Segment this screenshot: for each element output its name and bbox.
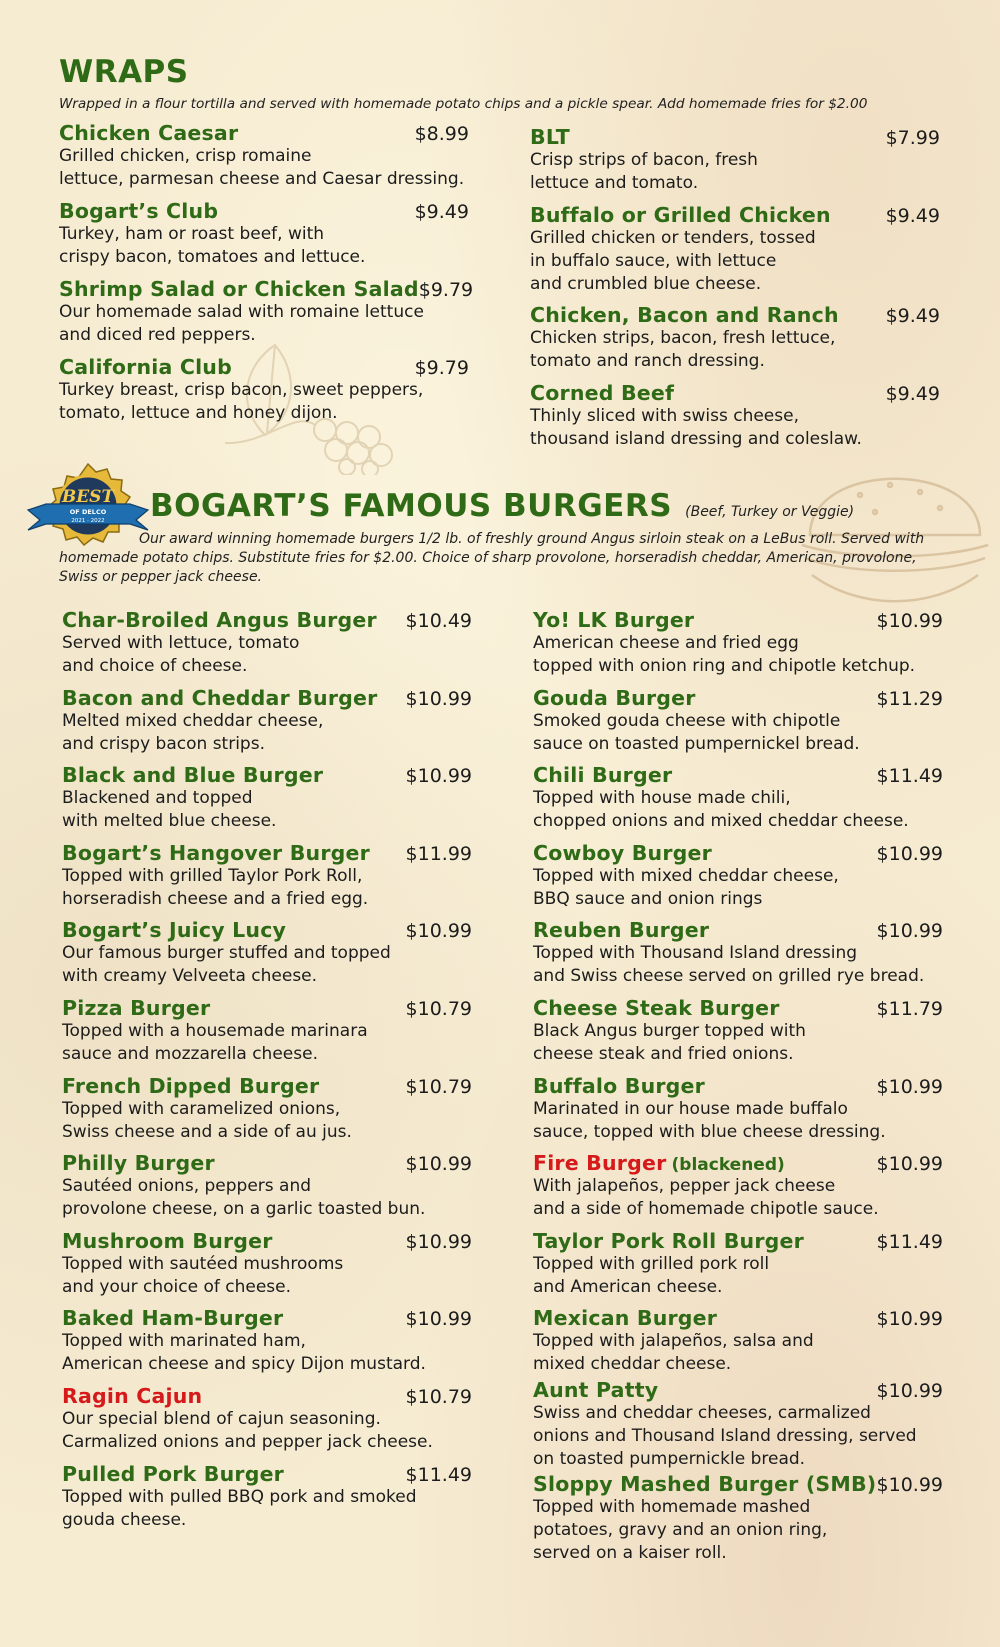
item-price: $9.49: [885, 205, 940, 227]
item-price: $10.49: [405, 610, 472, 632]
item-name: Pulled Pork Burger: [62, 1461, 284, 1486]
menu-item: [533, 1378, 943, 1472]
item-price: $10.99: [876, 610, 943, 632]
menu-item: [533, 1306, 943, 1378]
item-description: Turkey, ham or roast beef, with crispy bacon, tomatoes and lettuce.: [59, 224, 366, 267]
item-price: $10.99: [876, 842, 943, 865]
menu-item: [533, 763, 943, 841]
item-description: Topped with mixed cheddar cheese, BBQ sauce and onion rings: [533, 865, 839, 909]
menu-item: [62, 918, 472, 996]
item-price: $10.99: [876, 1474, 943, 1497]
badge-of-delco: OF DELCO: [69, 508, 107, 516]
item-name: Mexican Burger: [533, 1306, 718, 1331]
item-name: Fire Burger: [533, 1151, 667, 1176]
menu-item: [533, 996, 943, 1074]
item-price: $10.99: [405, 920, 472, 943]
menu-item: [59, 355, 469, 433]
item-name: Bogart’s Hangover Burger: [62, 840, 370, 865]
item-description: Our special blend of cajun seasoning. Carmalized onions and pepper jack cheese.: [62, 1408, 433, 1452]
menu-item: [59, 121, 469, 199]
item-price: $11.29: [876, 687, 943, 710]
item-description: Thinly sliced with swiss cheese, thousand island dressing and coleslaw.: [530, 406, 862, 449]
item-name: French Dipped Burger: [62, 1073, 320, 1098]
item-price: $10.99: [876, 1075, 943, 1098]
menu-item: [62, 841, 472, 919]
burgers-title: BOGART’S FAMOUS BURGERS: [150, 488, 673, 524]
item-description: Smoked gouda cheese with chipotle sauce on toasted pumpernickel bread.: [533, 710, 860, 754]
item-price: $9.49: [414, 201, 469, 223]
item-name-note: (blackened): [671, 1155, 785, 1176]
menu-item: [62, 686, 472, 764]
item-description: Melted mixed cheddar cheese, and crispy bacon strips.: [62, 710, 324, 754]
menu-item: [62, 608, 472, 686]
item-name: Cheese Steak Burger: [533, 995, 780, 1020]
item-price: $10.99: [876, 1153, 943, 1176]
menu-item: [533, 1151, 943, 1229]
item-price: $11.79: [876, 997, 943, 1020]
item-description: Topped with grilled Taylor Pork Roll, horseradish cheese and a fried egg.: [62, 865, 369, 909]
wraps-title: WRAPS: [59, 54, 189, 90]
item-name: Shrimp Salad or Chicken Salad: [59, 277, 419, 301]
item-price: $9.49: [885, 383, 940, 405]
item-description: Topped with caramelized onions, Swiss cheese and a side of au jus.: [62, 1098, 352, 1142]
item-price: $11.49: [876, 1230, 943, 1253]
menu-item: [533, 1229, 943, 1307]
item-name: Aunt Patty: [533, 1378, 659, 1403]
item-price: $10.79: [405, 1075, 472, 1098]
menu-item: [533, 1472, 943, 1566]
item-name: California Club: [59, 355, 232, 379]
menu-item: [62, 1462, 472, 1540]
item-description: Chicken strips, bacon, fresh lettuce, tomato and ranch dressing.: [530, 328, 836, 371]
menu-item: [62, 1074, 472, 1152]
menu-item: [59, 277, 474, 355]
item-price: $9.79: [414, 357, 469, 379]
menu-item: [533, 608, 943, 686]
item-name: Chicken Caesar: [59, 121, 239, 145]
item-name: Philly Burger: [62, 1151, 215, 1176]
item-description: Served with lettuce, tomato and choice of cheese.: [62, 633, 300, 676]
wraps-subtitle: Wrapped in a flour tortilla and served with homemade potato chips and a pickle spear. Add homemade fries for $2.00: [59, 96, 868, 112]
burgers-title-note: (Beef, Turkey or Veggie): [685, 504, 855, 520]
menu-item: [533, 918, 943, 996]
menu-item: [62, 1384, 472, 1462]
menu-item: [530, 203, 940, 303]
item-price: $10.99: [876, 920, 943, 943]
item-price: $7.99: [885, 127, 940, 149]
item-name: Bogart’s Club: [59, 199, 219, 223]
menu-item: [62, 1306, 472, 1384]
item-price: $11.49: [405, 1463, 472, 1486]
item-price: $10.99: [876, 1308, 943, 1331]
item-description: Our famous burger stuffed and topped with creamy Velveeta cheese.: [62, 943, 391, 987]
item-name: BLT: [530, 125, 570, 149]
item-price: $9.79: [418, 279, 474, 301]
menu-item: [62, 996, 472, 1074]
item-description: Topped with pulled BBQ pork and smoked gouda cheese.: [62, 1486, 417, 1530]
badge-year: 2021 · 2022: [71, 518, 105, 524]
menu-item: [533, 686, 943, 764]
menu-item: [59, 199, 469, 277]
item-description: Grilled chicken, crisp romaine lettuce, parmesan cheese and Caesar dressing.: [59, 146, 465, 189]
item-name: Pizza Burger: [62, 995, 211, 1020]
item-name: Chili Burger: [533, 763, 673, 788]
menu-item: [533, 1074, 943, 1152]
item-name: Mushroom Burger: [62, 1228, 273, 1253]
item-name: Sloppy Mashed Burger (SMB): [533, 1472, 877, 1497]
item-description: With jalapeños, pepper jack cheese and a side of homemade chipotle sauce.: [533, 1176, 879, 1220]
item-price: $11.99: [405, 842, 472, 865]
item-description: Topped with homemade mashed potatoes, gravy and an onion ring, served on a kaiser roll.: [533, 1497, 828, 1564]
badge-best: BEST: [61, 487, 115, 507]
item-price: $10.99: [405, 687, 472, 710]
item-name: Chicken, Bacon and Ranch: [530, 303, 839, 327]
menu-item: [530, 303, 940, 381]
item-name: Taylor Pork Roll Burger: [533, 1228, 804, 1253]
item-price: $10.79: [405, 1385, 472, 1408]
menu-item: [530, 125, 940, 203]
item-price: $9.49: [885, 305, 940, 327]
item-name: Buffalo Burger: [533, 1073, 705, 1098]
burgers-subtitle: Our award winning homemade burgers 1/2 lb. of freshly ground Angus sirloin steak on a LeBus roll. Served with homemade potato chips. Substitute fries for $2.00. Choice of sharp provolone, horseradish cheddar, American, provolone, Swiss or pepper jack cheese.: [59, 531, 925, 585]
item-description: Topped with sautéed mushrooms and your choice of cheese.: [62, 1253, 344, 1297]
item-description: Topped with jalapeños, salsa and mixed cheddar cheese.: [533, 1331, 814, 1375]
item-name: Baked Ham-Burger: [62, 1306, 284, 1331]
item-price: $10.99: [876, 1380, 943, 1403]
item-description: Sautéed onions, peppers and provolone cheese, on a garlic toasted bun.: [62, 1176, 426, 1220]
menu-item: [62, 763, 472, 841]
item-description: Turkey breast, crisp bacon, sweet peppers, tomato, lettuce and honey dijon.: [59, 380, 424, 423]
item-description: American cheese and fried egg topped with onion ring and chipotle ketchup.: [533, 633, 916, 676]
menu-item: [533, 841, 943, 919]
item-description: Topped with grilled pork roll and American cheese.: [533, 1253, 770, 1297]
item-price: $10.99: [405, 1153, 472, 1176]
item-price: $11.49: [876, 765, 943, 788]
item-description: Topped with a housemade marinara sauce and mozzarella cheese.: [62, 1020, 368, 1064]
item-price: $10.99: [405, 1308, 472, 1331]
item-description: Topped with house made chili, chopped onions and mixed cheddar cheese.: [533, 788, 909, 832]
item-description: Swiss and cheddar cheeses, carmalized onions and Thousand Island dressing, served on toasted pumpernickle bread.: [533, 1403, 917, 1470]
burgers-title-row: [150, 488, 854, 524]
item-description: Grilled chicken or tenders, tossed in buffalo sauce, with lettuce and crumbled blue cheese.: [530, 228, 816, 294]
item-description: Topped with marinated ham, American cheese and spicy Dijon mustard.: [62, 1331, 426, 1375]
item-name: Black and Blue Burger: [62, 763, 324, 788]
item-description: Marinated in our house made buffalo sauce, topped with blue cheese dressing.: [533, 1098, 886, 1142]
item-name: Bacon and Cheddar Burger: [62, 685, 378, 710]
item-name: Corned Beef: [530, 381, 675, 405]
menu-item: [62, 1229, 472, 1307]
item-name: Cowboy Burger: [533, 840, 712, 865]
wraps-right-column: [530, 125, 940, 459]
item-name: Buffalo or Grilled Chicken: [530, 203, 831, 227]
burgers-left-column: [62, 608, 472, 1539]
item-description: Blackened and topped with melted blue cheese.: [62, 788, 277, 832]
item-price: $10.99: [405, 765, 472, 788]
item-price: $8.99: [414, 123, 469, 145]
item-description: Crisp strips of bacon, fresh lettuce and tomato.: [530, 150, 758, 193]
burgers-right-column: [533, 608, 943, 1566]
item-price: $10.99: [405, 1230, 472, 1253]
item-description: Our homemade salad with romaine lettuce and diced red peppers.: [59, 302, 424, 345]
item-description: Topped with Thousand Island dressing and Swiss cheese served on grilled rye bread.: [533, 943, 925, 987]
item-name: Yo! LK Burger: [533, 608, 695, 632]
item-name: Ragin Cajun: [62, 1383, 203, 1408]
item-name: Gouda Burger: [533, 685, 696, 710]
menu-item: [62, 1151, 472, 1229]
menu-item: [530, 381, 940, 459]
item-name: Bogart’s Juicy Lucy: [62, 918, 287, 943]
item-price: $10.79: [405, 997, 472, 1020]
item-name: Reuben Burger: [533, 918, 710, 943]
item-name: Char-Broiled Angus Burger: [62, 608, 377, 632]
wraps-left-column: [59, 121, 474, 433]
item-description: Black Angus burger topped with cheese steak and fried onions.: [533, 1020, 806, 1064]
